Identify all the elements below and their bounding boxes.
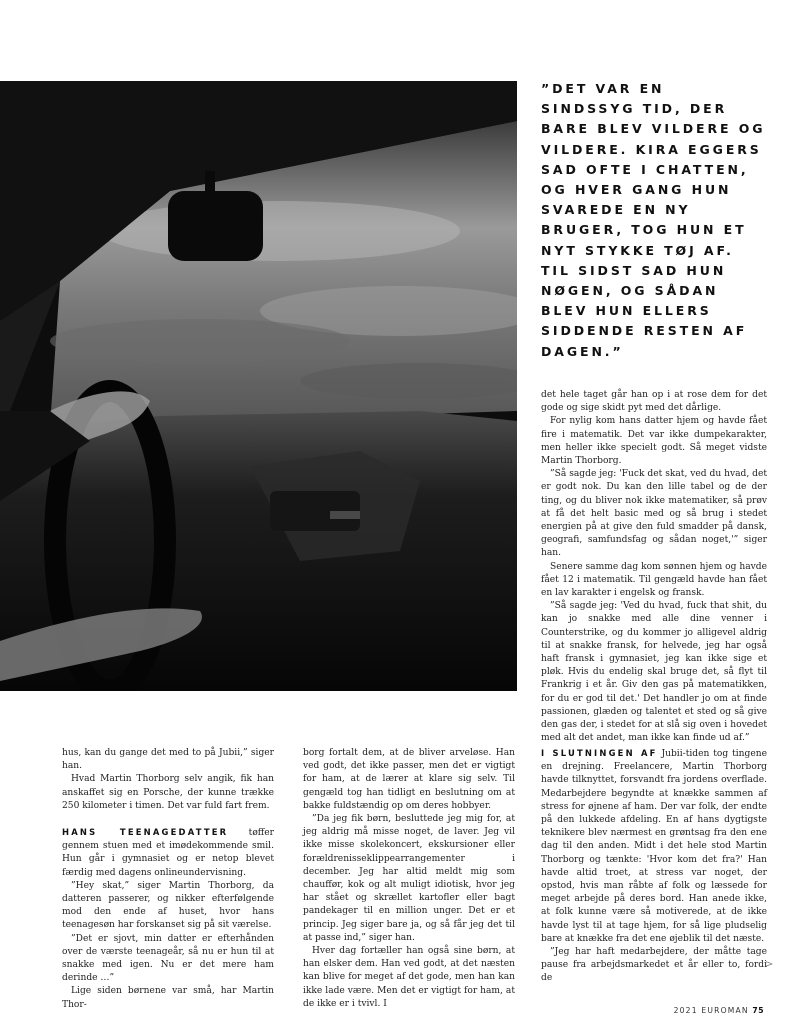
paragraph: ”Jeg har haft medarbejdere, der måtte tage pause fra arbejdsmarkedet et år eller to, fordi de (541, 947, 767, 984)
paragraph: ”Så sagde jeg: 'Ved du hvad, fuck that shit, du kan jo snakke med alle dine venner i Counterstrike, og du kommer jo alligevel aldrig til at snakke fransk, for helvede, jeg har også haft fransk i gymnasiet, jeg kan ikke sige et pløk. Hvis du endelig skal bruge det, så flyt til Frankrig i et år. Giv den gas på matematikken, for du er god til det.' Det handler jo om at finde passionen, glæden og talentet et sted og så give den gas der, i stedet for at slå sig oven i hovedet med alt det andet, man ikke kan finde ud af.” (541, 601, 767, 744)
paragraph: ”Så sagde jeg: 'Fuck det skat, ved du hvad, det er godt nok. Du kan den lille tabel og de der ting, og du bliver nok ikke matematiker, så prøv at få det helt basic med og så brug i stedet energien på at give den fuld smadder på dansk, geografi, samfundsfag og sådan noget,'” siger han. (541, 469, 767, 559)
folio (674, 1006, 764, 1015)
paragraph: Senere samme dag kom sønnen hjem og havde fået 12 i matematik. Til gengæld havde han fået en lav karakter i engelsk og fransk. (541, 561, 767, 599)
paragraph-with-subhead (62, 826, 274, 880)
subhead: HANS TEENAGEDATTER (62, 827, 229, 838)
column-left (62, 747, 274, 1012)
paragraph: ”Hey skat,” siger Martin Thorborg, da datteren passerer, og nikker efterfølgende mod den ende af huset, hvor hans teenagesøn har forskanset sig på sit værelse. (62, 880, 274, 931)
column-right-bottom (541, 747, 767, 986)
subhead: I SLUTNINGEN AF (541, 748, 658, 758)
car-interior-photo (0, 81, 517, 691)
column-right-top (541, 389, 767, 745)
paragraph: hus, kan du gange det med to på Jubii,” siger han. (62, 748, 274, 772)
folio-label: 2021 EUROMAN (673, 1006, 749, 1015)
page-number: 75 (752, 1006, 764, 1015)
subhead-paragraph-text: Jubii-tiden tog tingene en drejning. Freelancere, Martin Thorborg havde tilknyttet, forsvandt fra jordens overflade. Medarbejdere begyndte at knække sammen af stress for øjnene af ham. Der var folk, der endte på den lukkede afdeling. En af hans dygtigste teknikere blev nærmest en grøntsag fra den ene dag til den anden. Midt i det hele stod Martin Thorborg og tænkte: 'Hvor kom det fra?' Han havde altid troet, at stress var noget, der opstod, hvis man råbte af folk og læssede for meget arbejde på deres bord. Han anede ikke, at folk kunne være så motiverede, at de ikke havde lyst til at tage hjem, for så lige pludselig bare at knække fra det ene øjeblik til det næste. (541, 749, 767, 944)
paragraph: borg fortalt dem, at de bliver arveløse. Han ved godt, det ikke passer, men det er vigtigt for ham, at de lærer at klare sig selv. Til gengæld tog han tidligt en beslutning om at bakke fuldstændig op om deres hobbyer. (303, 748, 515, 811)
rearview-mirror (168, 191, 263, 261)
paragraph-with-subhead (541, 747, 767, 946)
continue-arrow-icon: > (765, 959, 774, 970)
paragraph: For nylig kom hans datter hjem og havde fået fire i matematik. Det var ikke dumpekarakter, men heller ikke specielt godt. Så meget vidste Martin Thorborg. (541, 416, 767, 467)
paragraph: det hele taget går han op i at rose dem for det gode og sige skidt pyt med det dårlige. (541, 390, 767, 414)
car-interior-illustration (0, 81, 517, 691)
paragraph: Lige siden børnene var små, har Martin Thor- (62, 986, 274, 1010)
pull-quote: ”DET VAR EN SINDSSYG TID, DER BARE BLEV VILDERE OG VILDERE. KIRA EGGERS SAD OFTE I CHATTEN, OG HVER GANG HUN SVAREDE EN NY BRUGER, TOG HUN ET NYT STYKKE TØJ AF. TIL SIDST SAD HUN NØGEN, OG SÅDAN BLEV HUN ELLERS SIDDENDE RESTEN AF DAGEN.” (541, 81, 766, 359)
paragraph: Hvad Martin Thorborg selv angik, fik han anskaffet sig en Porsche, der kunne trække 250 kilometer i timen. Det var fuld fart frem. (62, 774, 274, 811)
paragraph: ”Da jeg fik børn, besluttede jeg mig for, at jeg aldrig må misse noget, de laver. Jeg vil ikke misse skolekoncert, ekskursioner eller forældrenisseklippearrangementer i december. Jeg har altid meldt mig som chauffør, kok og alt muligt idiotisk, hvor jeg har stået og skrællet kartofler eller bagt pandekager til en million unger. Det er et princip. Jeg siger bare ja, og så får jeg det til at passe ind,” siger han. (303, 814, 515, 943)
subhead-paragraph-text: tøffer gennem stuen med et imødekommende smil. Hun går i gymnasiet og er netop blevet færdig med dagens onlineundervisning. (62, 828, 274, 878)
column-middle (303, 747, 515, 1011)
paragraph: ”Det er sjovt, min datter er efterhånden over de værste teenageår, så nu er hun til at snakke med igen. Nu er det mere ham derinde …” (62, 933, 274, 984)
paragraph: Hver dag fortæller han også sine børn, at han elsker dem. Han ved godt, at det næsten kan blive for meget af det gode, men han kan ikke lade være. Men det er vigtigt for ham, at de ikke er i tvivl. I (303, 946, 515, 1009)
